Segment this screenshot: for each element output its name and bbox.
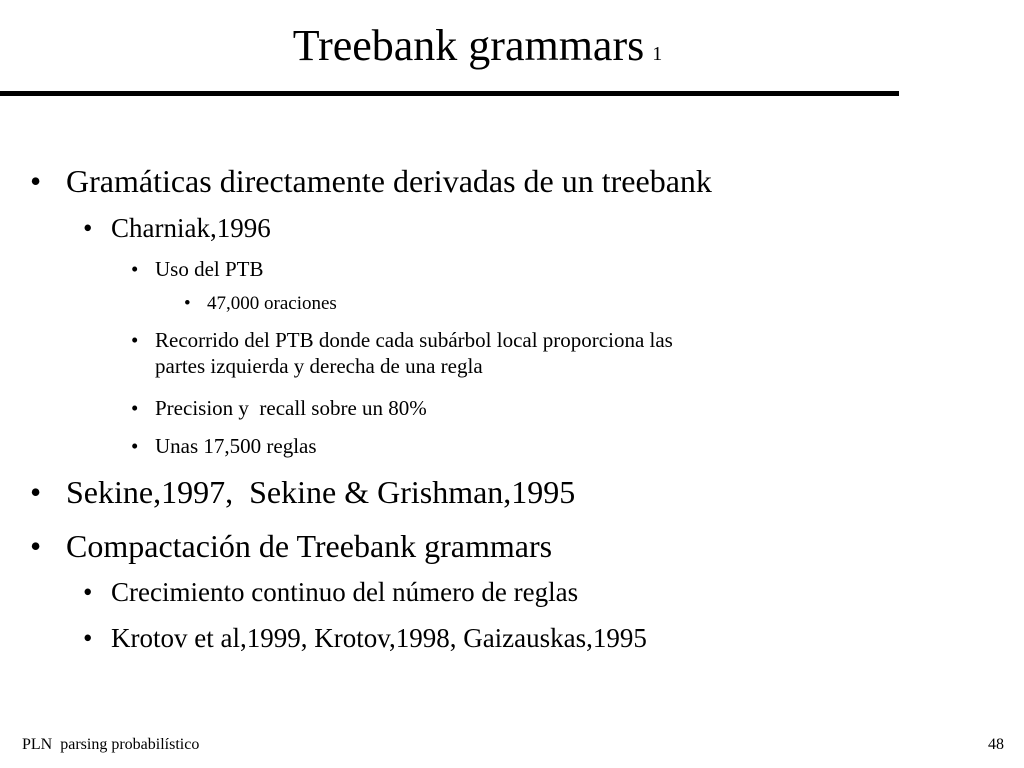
bullet-dot: • xyxy=(30,163,42,199)
slide-title-number: 1 xyxy=(652,43,663,65)
bullet-item xyxy=(83,212,271,244)
bullet-dot: • xyxy=(83,623,93,653)
bullet-item xyxy=(184,292,337,316)
bullet-item xyxy=(131,433,317,459)
title-underline-rule xyxy=(0,91,899,96)
bullet-dot: • xyxy=(131,396,139,420)
bullet-text: Compactación de Treebank grammars xyxy=(66,528,553,564)
bullet-text: Precision y recall sobre un 80% xyxy=(155,396,427,420)
bullet-text: Charniak,1996 xyxy=(111,213,271,243)
bullet-dot: • xyxy=(83,213,93,243)
bullet-dot: • xyxy=(83,577,93,607)
bullet-item xyxy=(131,395,427,421)
bullet-dot: • xyxy=(131,257,139,281)
slide-title-text: Treebank grammars xyxy=(292,21,645,70)
bullet-text: Gramáticas directamente derivadas de un treebank xyxy=(66,163,712,199)
bullet-dot: • xyxy=(30,528,42,564)
bullet-item xyxy=(30,528,552,564)
bullet-item xyxy=(83,622,647,654)
bullet-item xyxy=(83,576,578,608)
bullet-dot: • xyxy=(30,474,42,510)
bullet-item xyxy=(30,163,712,199)
bullet-dot: • xyxy=(131,328,139,352)
footer-page-number: 48 xyxy=(988,736,1004,753)
bullet-item xyxy=(30,474,575,510)
bullet-text: Unas 17,500 reglas xyxy=(155,434,317,458)
bullet-text: Recorrido del PTB donde cada subárbol local proporciona las xyxy=(155,328,673,352)
bullet-text: 47,000 oraciones xyxy=(207,293,337,314)
bullet-item xyxy=(131,256,264,282)
bullet-text-continuation: partes izquierda y derecha de una regla xyxy=(155,354,483,378)
bullet-text: Crecimiento continuo del número de reglas xyxy=(111,577,579,607)
bullet-item xyxy=(131,327,673,379)
bullet-dot: • xyxy=(184,293,191,314)
footer-course-label: PLN parsing probabilístico xyxy=(22,736,200,753)
bullet-dot: • xyxy=(131,434,139,458)
bullet-text: Sekine,1997, Sekine & Grishman,1995 xyxy=(66,474,576,510)
bullet-text: Uso del PTB xyxy=(155,257,264,281)
bullet-text: Krotov et al,1999, Krotov,1998, Gaizauskas,1995 xyxy=(111,623,647,653)
slide-title xyxy=(0,18,955,82)
